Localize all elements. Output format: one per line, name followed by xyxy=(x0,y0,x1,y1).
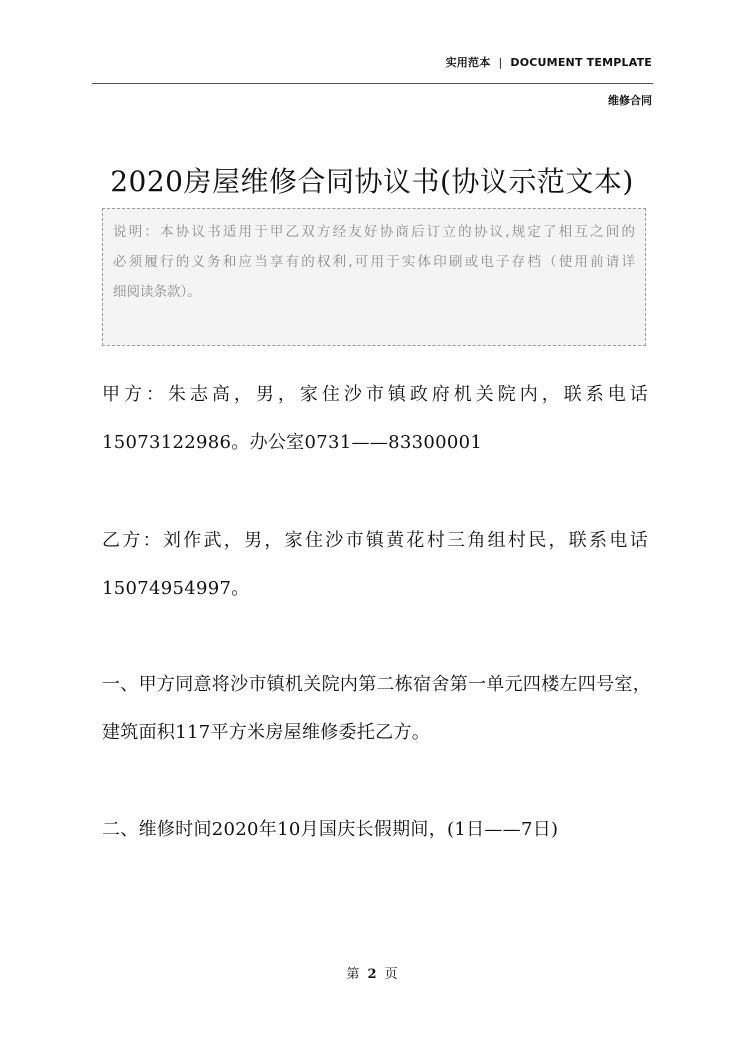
document-title: 2020房屋维修合同协议书(协议示范文本) xyxy=(110,164,634,198)
clause-1-line: 一、甲方同意将沙市镇机关院内第二栋宿舍第一单元四楼左四号室， xyxy=(102,674,651,695)
usage-note-box xyxy=(102,208,646,346)
clause-1-paragraph xyxy=(102,661,651,757)
party-a-paragraph xyxy=(102,371,648,467)
page-suffix: 页 xyxy=(384,967,398,982)
page-prefix: 第 xyxy=(346,967,360,982)
clause-2-paragraph xyxy=(102,806,648,854)
party-a-line: 甲方：朱志高，男，家住沙市镇政府机关院内，联系电话 xyxy=(102,384,648,405)
usage-note-line: 细阅读条款）。 xyxy=(113,284,201,300)
party-b-line: 乙方：刘作武，男，家住沙市镇黄花村三角组村民，联系电话 xyxy=(102,530,648,551)
usage-note-line: 说明：本协议书适用于甲乙双方经友好协商后订立的协议,规定了相互之间的 xyxy=(113,224,635,240)
header-category: 维修合同 xyxy=(608,94,652,107)
header-divider xyxy=(92,83,653,84)
clause-2-line: 二、维修时间2020年10月国庆长假期间，(1日——7日) xyxy=(102,819,559,840)
party-b-line: 15074954997。 xyxy=(102,578,250,599)
page-number: 2 xyxy=(367,967,377,982)
header-template-label: DOCUMENT TEMPLATE xyxy=(510,56,652,69)
header-separator: | xyxy=(498,56,503,69)
usage-note-line: 必须履行的义务和应当享有的权利,可用于实体印刷或电子存档（使用前请详 xyxy=(113,254,635,270)
clause-1-line: 建筑面积117平方米房屋维修委托乙方。 xyxy=(102,722,431,743)
header-brand xyxy=(446,54,652,70)
party-b-paragraph xyxy=(102,517,648,613)
party-a-line: 15073122986。办公室0731——83300001 xyxy=(102,432,483,453)
page-footer xyxy=(0,963,744,982)
header-brand-label: 实用范本 xyxy=(445,56,491,69)
